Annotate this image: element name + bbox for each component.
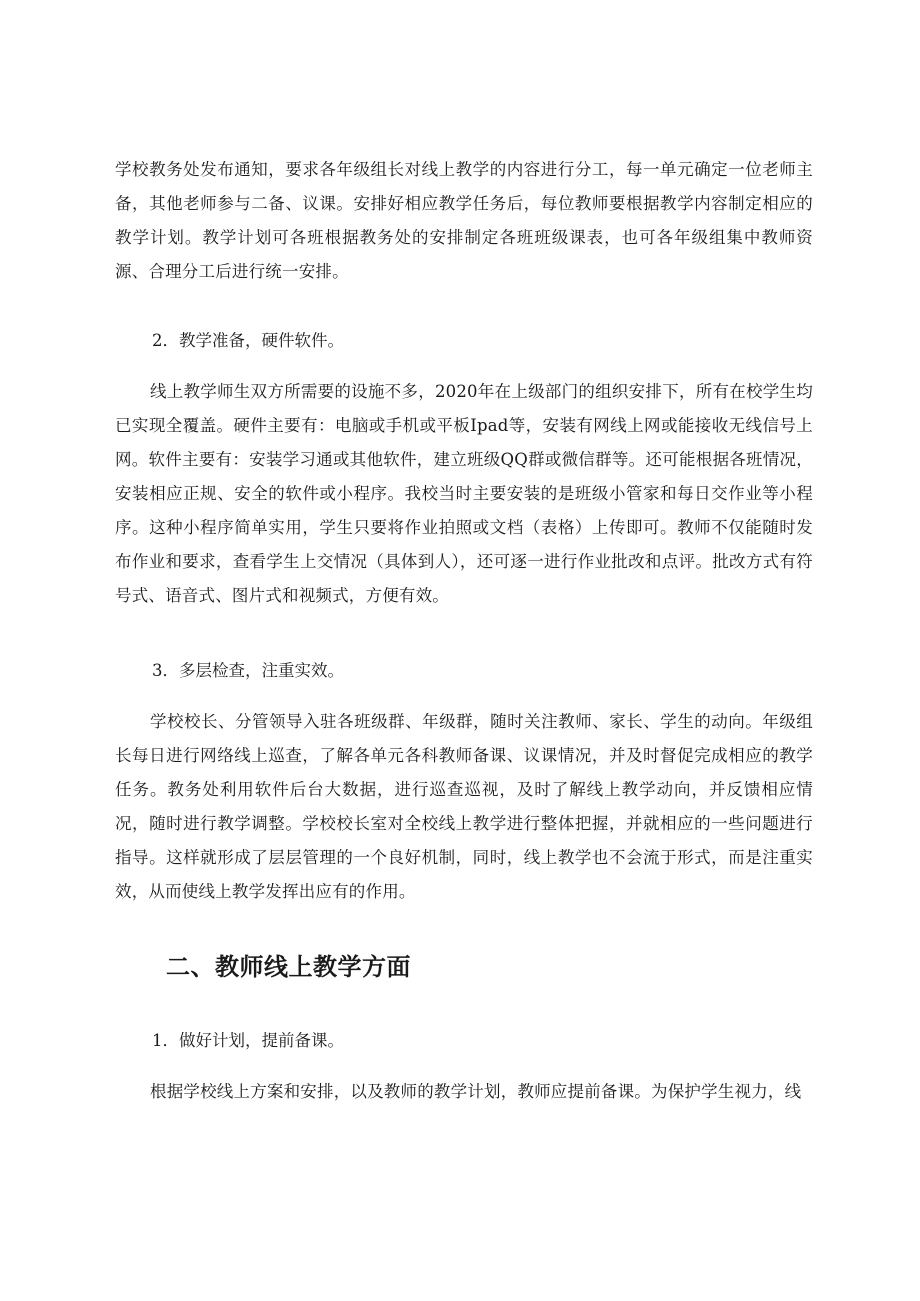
paragraph-lesson-preparation: 根据学校线上方案和安排，以及教师的教学计划，教师应提前备课。为保护学生视力，线 bbox=[150, 1082, 802, 1101]
section-heading-teacher-online: 二、教师线上教学方面 bbox=[166, 952, 411, 981]
paragraph-multilevel-inspection: 学校校长、分管领导入驻各班级群、年级群，随时关注教师、家长、学生的动向。年级组长每日进行网络线上巡查，了解各单元各科教师备课、议课情况，并及时督促完成相应的教学任务。教务处利用软件后台大数据，进行巡查巡视，及时了解线上教学动向，并反馈相应情况，随时进行教学调整。学校校长室对全校线上教学进行整体把握，并就相应的一些问题进行指导。这样就形成了层层管理的一个良好机制，同时，线上教学也不会流于形式，而是注重实效，从而使线上教学发挥出应有的作用。 bbox=[115, 712, 813, 901]
section-item-3-inspection: 3．多层检查，注重实效。 bbox=[152, 661, 344, 680]
section-item-1-planning: 1．做好计划，提前备课。 bbox=[152, 1031, 344, 1050]
paragraph-hardware-software: 线上教学师生双方所需要的设施不多，2020年在上级部门的组织安排下，所有在校学生均已实现全覆盖。硬件主要有：电脑或手机或平板Ipad等，安装有网线上网或能接收无线信号上网。软件主要有：安装学习通或其他软件，建立班级QQ群或微信群等。还可能根据各班情况，安装相应正规、安全的软件或小程序。我校当时主要安装的是班级小管家和每日交作业等小程序。这种小程序简单实用，学生只要将作业拍照或文档（表格）上传即可。教师不仅能随时发布作业和要求，查看学生上交情况（具体到人），还可逐一进行作业批改和点评。批改方式有符号式、语音式、图片式和视频式，方便有效。 bbox=[115, 382, 813, 605]
section-item-2-preparation: 2．教学准备，硬件软件。 bbox=[152, 331, 344, 350]
paragraph-work-division: 学校教务处发布通知，要求各年级组长对线上教学的内容进行分工，每一单元确定一位老师主备，其他老师参与二备、议课。安排好相应教学任务后，每位教师要根据教学内容制定相应的教学计划。教学计划可各班根据教务处的安排制定各班班级课表，也可各年级组集中教师资源、合理分工后进行统一安排。 bbox=[115, 160, 813, 281]
